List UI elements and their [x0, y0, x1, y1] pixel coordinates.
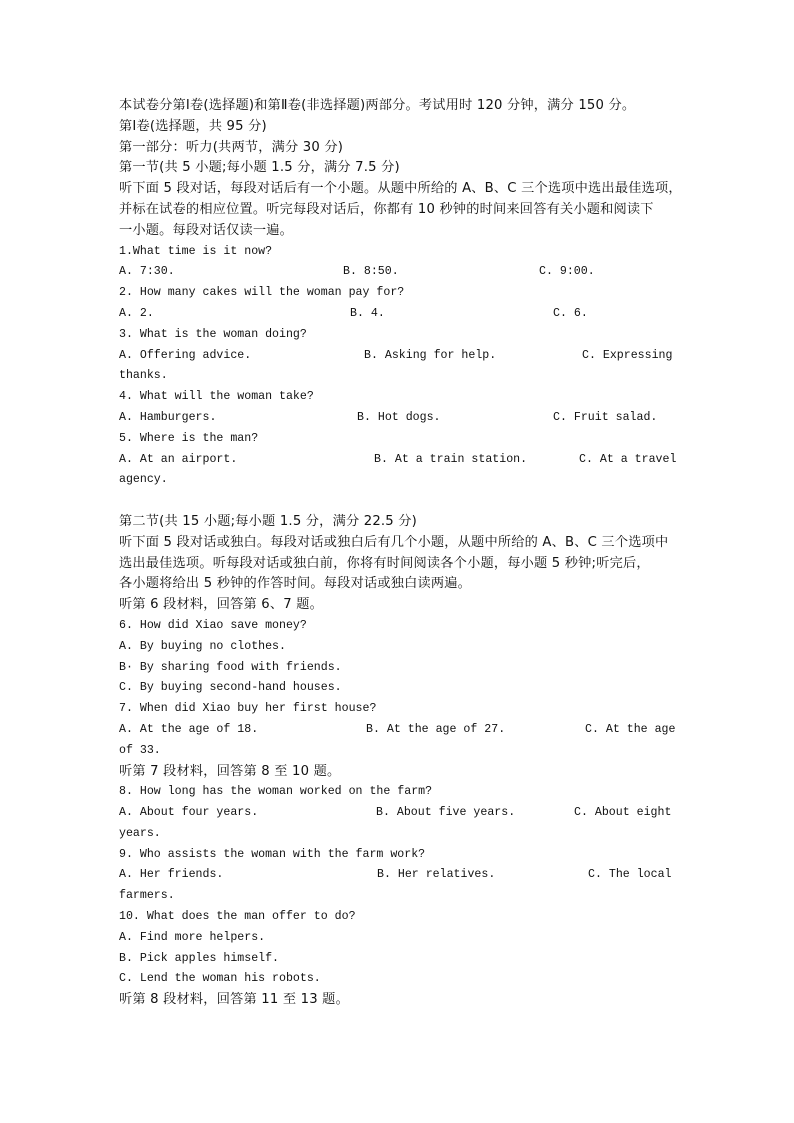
question-4-option-b: B. Hot dogs. — [357, 410, 441, 424]
question-5-option-c: C. At a travel — [579, 452, 677, 466]
question-7-stem: 7. When did Xiao buy her first house? — [119, 702, 377, 716]
question-3-option-c-continued: thanks. — [119, 369, 168, 383]
question-3-stem: 3. What is the woman doing? — [119, 327, 307, 341]
question-5-stem: 5. Where is the man? — [119, 431, 259, 445]
question-8-stem: 8. How long has the woman worked on the farm? — [119, 785, 433, 799]
question-3-option-c: C. Expressing — [582, 348, 673, 362]
question-1-options — [119, 262, 675, 283]
question-7-option-b: B. At the age of 27. — [366, 722, 506, 736]
question-2-options — [119, 304, 675, 325]
question-7-options — [119, 720, 675, 741]
question-5-option-c-continued: agency. — [119, 473, 168, 487]
question-10-option-c: C. Lend the woman his robots. — [119, 972, 321, 986]
section-one-instructions-3: 一小题。每段对话仅读一遍。 — [119, 222, 294, 238]
question-5-option-a: A. At an airport. — [119, 452, 238, 466]
material-7-heading: 听第 7 段材料，回答第 8 至 10 题。 — [119, 763, 341, 779]
section-one-instructions-1: 听下面 5 段对话，每段对话后有一个小题。从题中所给的 A、B、C 三个选项中选出最佳选项， — [119, 181, 682, 197]
question-8-option-c: C. About eight — [574, 806, 672, 820]
question-1-stem: 1.What time is it now? — [119, 244, 273, 258]
question-10-stem: 10. What does the man offer to do? — [119, 910, 356, 924]
question-9-stem: 9. Who assists the woman with the farm work? — [119, 847, 426, 861]
question-9-option-c: C. The local — [588, 868, 672, 882]
section-one-title: 第一节(共 5 小题;每小题 1.5 分，满分 7.5 分) — [119, 160, 400, 176]
question-1-option-a: A. 7:30. — [119, 265, 175, 279]
question-2-option-a: A. 2. — [119, 306, 154, 320]
question-8-option-a: A. About four years. — [119, 806, 259, 820]
section-two-instructions-2: 选出最佳选项。听每段对话或独白前，你将有时间阅读各个小题，每小题 5 秒钟;听完后， — [119, 555, 650, 571]
section-two-instructions-1: 听下面 5 段对话或独白。每段对话或独白后有几个小题，从题中所给的 A、B、C 三个选项中 — [119, 534, 669, 550]
question-1-option-c: C. 9:00. — [539, 265, 595, 279]
question-10-option-b: B. Pick apples himself. — [119, 951, 280, 965]
question-3-options — [119, 346, 675, 367]
question-9-option-b: B. Her relatives. — [377, 868, 496, 882]
question-9-options — [119, 865, 675, 886]
question-9-option-a: A. Her friends. — [119, 868, 224, 882]
section-two-title: 第二节(共 15 小题;每小题 1.5 分，满分 22.5 分) — [119, 513, 418, 529]
question-4-option-c: C. Fruit salad. — [553, 410, 658, 424]
question-6-option-c: C. By buying second-hand houses. — [119, 681, 342, 695]
material-6-heading: 听第 6 段材料，回答第 6、7 题。 — [119, 597, 323, 613]
question-8-options — [119, 803, 675, 824]
question-8-option-b: B. About five years. — [376, 806, 516, 820]
exam-intro: 本试卷分第Ⅰ卷(选择题)和第Ⅱ卷(非选择题)两部分。考试用时 120 分钟，满分 150 分。 — [119, 98, 636, 113]
question-3-option-b: B. Asking for help. — [364, 348, 497, 362]
question-2-option-b: B. 4. — [350, 306, 385, 320]
question-4-stem: 4. What will the woman take? — [119, 390, 314, 404]
question-6-option-a: A. By buying no clothes. — [119, 639, 286, 653]
question-4-option-a: A. Hamburgers. — [119, 410, 217, 424]
question-5-options — [119, 450, 675, 471]
question-6-option-b: B· By sharing food with friends. — [119, 660, 342, 674]
section-two-instructions-3: 各小题将给出 5 秒钟的作答时间。每段对话或独白读两遍。 — [119, 576, 472, 592]
question-7-option-a: A. At the age of 18. — [119, 722, 259, 736]
part-one-title: 第一部分：听力(共两节，满分 30 分) — [119, 139, 344, 155]
volume-one-title: 第Ⅰ卷(选择题，共 95 分) — [119, 118, 267, 134]
question-10-option-a: A. Find more helpers. — [119, 930, 266, 944]
question-6-stem: 6. How did Xiao save money? — [119, 618, 307, 632]
question-2-option-c: C. 6. — [553, 306, 588, 320]
section-one-instructions-2: 并标在试卷的相应位置。听完每段对话后，你都有 10 秒钟的时间来回答有关小题和阅读下 — [119, 201, 654, 217]
question-1-option-b: B. 8:50. — [343, 265, 399, 279]
question-5-option-b: B. At a train station. — [374, 452, 528, 466]
question-4-options — [119, 408, 675, 429]
exam-content — [119, 96, 682, 1011]
question-8-option-c-continued: years. — [119, 826, 161, 840]
question-9-option-c-continued: farmers. — [119, 889, 175, 903]
section-spacer — [119, 491, 675, 512]
material-8-heading: 听第 8 段材料，回答第 11 至 13 题。 — [119, 992, 349, 1008]
question-7-option-c-continued: of 33. — [119, 743, 161, 757]
question-3-option-a: A. Offering advice. — [119, 348, 252, 362]
question-7-option-c: C. At the age — [585, 722, 676, 736]
question-2-stem: 2. How many cakes will the woman pay for? — [119, 286, 405, 300]
